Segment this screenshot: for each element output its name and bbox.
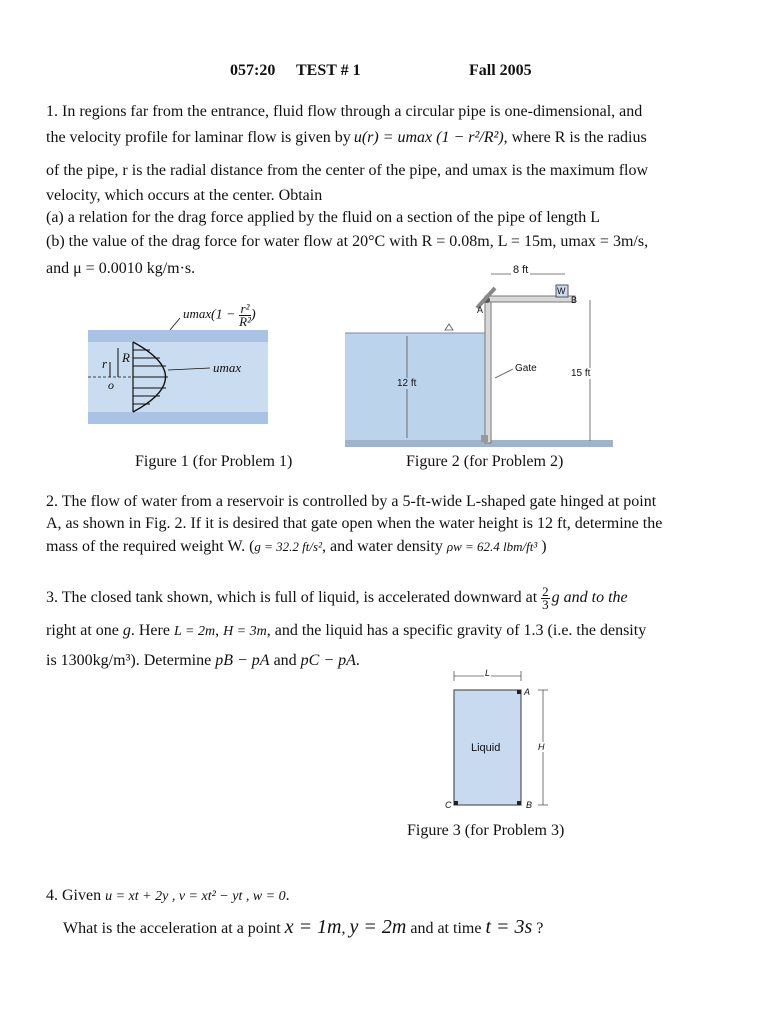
two-thirds-fraction: $\frac{2}{3}$ bbox=[542, 584, 549, 612]
gate-leader bbox=[495, 369, 513, 378]
fig3-L: L bbox=[485, 668, 491, 678]
p3-line2: right at one g. Here L = 2m, H = 3m, and the liquid has a specific gravity of 1.3 (i.e. the density bbox=[46, 622, 647, 639]
gate-vertical bbox=[485, 301, 491, 443]
p1-part-b-cont: and μ = 0.0010 kg/m·s. bbox=[46, 260, 196, 277]
test-title: TEST # 1 bbox=[296, 62, 361, 79]
g-symbol: g bbox=[122, 622, 131, 639]
p1-line2-tail: , where R is the radius bbox=[503, 129, 647, 146]
time-t: t = 3s bbox=[485, 916, 533, 938]
fig1-umax-mid: umax bbox=[213, 360, 242, 375]
fig3-C: C bbox=[445, 800, 452, 810]
p1-part-a: (a) a relation for the drag force applied by the fluid on a section of the pipe of length L bbox=[46, 209, 601, 226]
p3-line2-here: . Here bbox=[130, 622, 170, 639]
term: Fall 2005 bbox=[469, 62, 532, 79]
fig2-W: W bbox=[557, 286, 566, 296]
fig3-H: H bbox=[538, 742, 545, 752]
velocity-profile-eq: u(r) = umax (1 − r²/R²) bbox=[353, 129, 504, 146]
course-number: 057:20 bbox=[230, 62, 276, 79]
umax-leader bbox=[170, 318, 180, 330]
figure2-gate bbox=[345, 258, 613, 450]
p1-line2-text: the velocity profile for laminar flow is given by bbox=[46, 129, 351, 146]
p3-line3-text: is 1300kg/m³). Determine bbox=[46, 652, 212, 669]
height-H: H = 3m bbox=[223, 624, 267, 639]
p2-line3-mid: , and water density bbox=[321, 538, 443, 555]
pipe-bottom-wall bbox=[88, 412, 268, 424]
p3-line2-text: right at one bbox=[46, 622, 119, 639]
figure3-caption: Figure 3 (for Problem 3) bbox=[407, 822, 565, 839]
point-C bbox=[454, 801, 458, 805]
p2-line3-text: mass of the required weight W. ( bbox=[46, 538, 255, 555]
pipe-top-wall bbox=[88, 330, 268, 342]
water-level-symbol bbox=[445, 324, 453, 330]
p4-line1-dot: . bbox=[285, 887, 290, 904]
velocity-field-eq: u = xt + 2y , v = xt² − yt , w = 0 bbox=[105, 889, 286, 904]
fig2-15ft: 15 ft bbox=[571, 368, 591, 379]
fig2-B: B bbox=[571, 295, 578, 305]
p3-line3 bbox=[46, 650, 360, 672]
fig1-R: R bbox=[122, 350, 130, 365]
p3-line1-tail: g and to the bbox=[551, 589, 628, 607]
point-A bbox=[517, 690, 521, 694]
fig3-A: A bbox=[524, 687, 531, 697]
figure1-caption: Figure 1 (for Problem 1) bbox=[135, 453, 293, 470]
gate-stop bbox=[481, 435, 488, 442]
fig1-umax-top: umax bbox=[183, 306, 212, 321]
fig2-12ft: 12 ft bbox=[397, 378, 417, 389]
p4-question-mark: ? bbox=[536, 920, 544, 937]
point-x: x = 1m bbox=[284, 916, 342, 938]
fig1-origin: o bbox=[108, 378, 114, 392]
p3-dot: . bbox=[355, 652, 360, 669]
point-y: y = 2m bbox=[349, 916, 407, 938]
fig3-liquid-label: Liquid bbox=[471, 742, 501, 754]
fig1-profile-formula: (1 − $\frac{\text{r²}}{\text{R²}}$ ) bbox=[211, 301, 256, 329]
figure2-caption: Figure 2 (for Problem 2) bbox=[406, 453, 564, 470]
p1-line2 bbox=[46, 127, 647, 149]
pressure-diff-CA: pC − pA bbox=[300, 652, 356, 669]
water-density-value: ρw = 62.4 lbm/ft³ bbox=[446, 539, 538, 554]
p1-line4: velocity, which occurs at the center. Obtain bbox=[46, 187, 323, 204]
length-L: L = 2m bbox=[173, 624, 216, 639]
p3-and: and bbox=[273, 652, 297, 669]
p2-line1: 2. The flow of water from a reservoir is controlled by a 5-ft-wide L-shaped gate hinged at point bbox=[46, 493, 657, 510]
p4-given: 4. Given bbox=[46, 887, 102, 904]
fig2-8ft: 8 ft bbox=[513, 264, 529, 276]
p2-line2: A, as shown in Fig. 2. If it is desired that gate open when the water height is 12 ft, determine the bbox=[46, 515, 663, 532]
p3-line1-text: 3. The closed tank shown, which is full of liquid, is accelerated downward at bbox=[46, 589, 538, 607]
ground bbox=[345, 440, 613, 447]
p1-line1: 1. In regions far from the entrance, fluid flow through a circular pipe is one-dimensional, and bbox=[46, 103, 643, 120]
pressure-diff-BA: pB − pA bbox=[215, 652, 270, 669]
fig2-gate-label: Gate bbox=[515, 363, 537, 374]
point-B bbox=[517, 801, 521, 805]
gravity-value: g = 32.2 ft/s² bbox=[254, 539, 322, 554]
p1-part-b: (b) the value of the drag force for water flow at 20°C with R = 0.08m, L = 15m, umax = 3m/s, bbox=[46, 233, 649, 250]
p1-line3: of the pipe, r is the radial distance from the center of the pipe, and umax is the maximum flow bbox=[46, 162, 649, 179]
p3-line1 bbox=[46, 586, 628, 611]
p3-line2-tail: , and the liquid has a specific gravity of 1.3 (i.e. the density bbox=[266, 622, 647, 639]
p4-line2-time: and at time bbox=[410, 920, 482, 937]
p4-line2-text: What is the acceleration at a point bbox=[63, 920, 281, 937]
fig1-r: r bbox=[102, 356, 108, 371]
fig3-B: B bbox=[526, 800, 533, 810]
p4-line1 bbox=[46, 885, 290, 908]
p2-line3 bbox=[46, 536, 547, 558]
p4-line2: What is the acceleration at a point x = 1m, y = 2m and at time t = 3s ? bbox=[63, 916, 544, 938]
fig2-A: A bbox=[477, 305, 484, 315]
p2-line3-close: ) bbox=[541, 538, 547, 555]
